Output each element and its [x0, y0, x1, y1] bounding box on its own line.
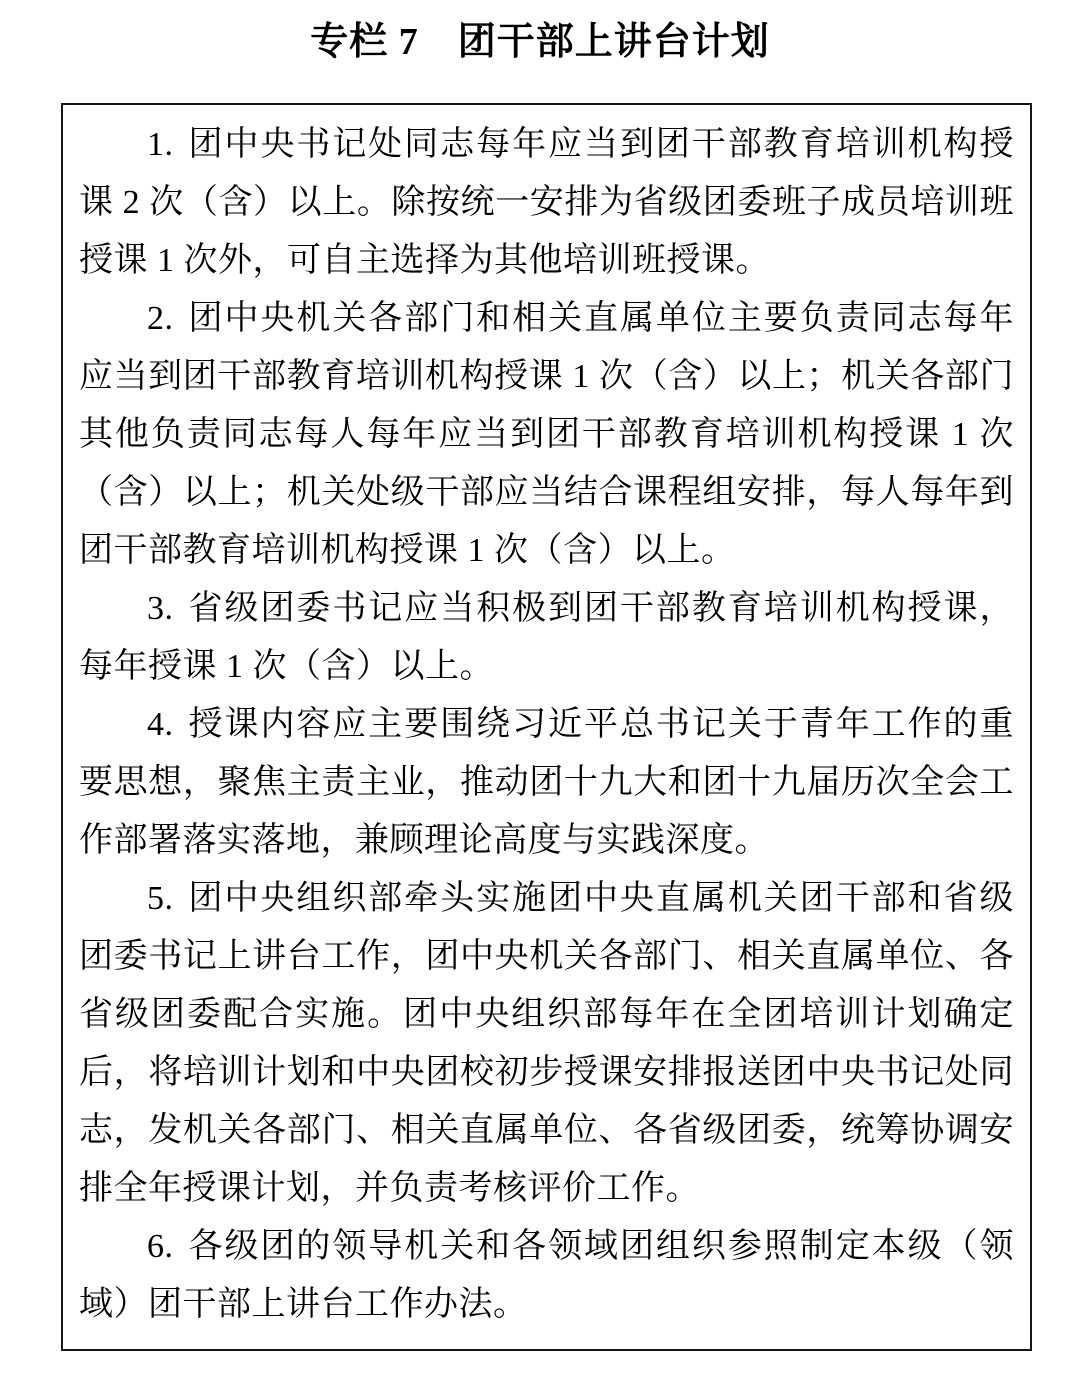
paragraph-1-marker: 1.: [147, 126, 174, 163]
paragraph-6-marker: 6.: [147, 1228, 174, 1265]
paragraph-4: [79, 696, 1014, 870]
paragraph-6-text: 各级团的领导机关和各领域团组织参照制定本级（领域）团干部上讲台工作办法。: [79, 1228, 1014, 1323]
paragraph-1: [79, 116, 1014, 290]
paragraph-3: [79, 580, 1014, 696]
paragraph-2-text: 团中央机关各部门和相关直属单位主要负责同志每年应当到团干部教育培训机构授课 1 次（含）以上；机关各部门其他负责同志每人每年应当到团干部教育培训机构授课 1 次（含）以上；机关处级干部应当结合课程组安排，每人每年到团干部教育培训机构授课 1 次（含）以上。: [79, 300, 1014, 569]
paragraph-6: [79, 1218, 1014, 1334]
paragraph-3-text: 省级团委书记应当积极到团干部教育培训机构授课，每年授课 1 次（含）以上。: [79, 590, 1014, 685]
paragraph-1-text: 团中央书记处同志每年应当到团干部教育培训机构授课 2 次（含）以上。除按统一安排为省级团委班子成员培训班授课 1 次外，可自主选择为其他培训班授课。: [79, 126, 1014, 279]
page-title: 专栏 7 团干部上讲台计划: [310, 21, 770, 63]
paragraph-5: [79, 870, 1014, 1218]
content-box: [61, 103, 1032, 1351]
paragraph-5-text: 团中央组织部牵头实施团中央直属机关团干部和省级团委书记上讲台工作，团中央机关各部门、相关直属单位、各省级团委配合实施。团中央组织部每年在全团培训计划确定后，将培训计划和中央团校初步授课安排报送团中央书记处同志，发机关各部门、相关直属单位、各省级团委，统筹协调安排全年授课计划，并负责考核评价工作。: [79, 880, 1014, 1207]
paragraph-3-marker: 3.: [147, 590, 174, 627]
paragraph-4-marker: 4.: [147, 706, 174, 743]
paragraph-2: [79, 290, 1014, 580]
paragraph-2-marker: 2.: [147, 300, 174, 337]
paragraph-4-text: 授课内容应主要围绕习近平总书记关于青年工作的重要思想，聚焦主责主业，推动团十九大和团十九届历次全会工作部署落实落地，兼顾理论高度与实践深度。: [79, 706, 1014, 859]
paragraph-5-marker: 5.: [147, 880, 174, 917]
